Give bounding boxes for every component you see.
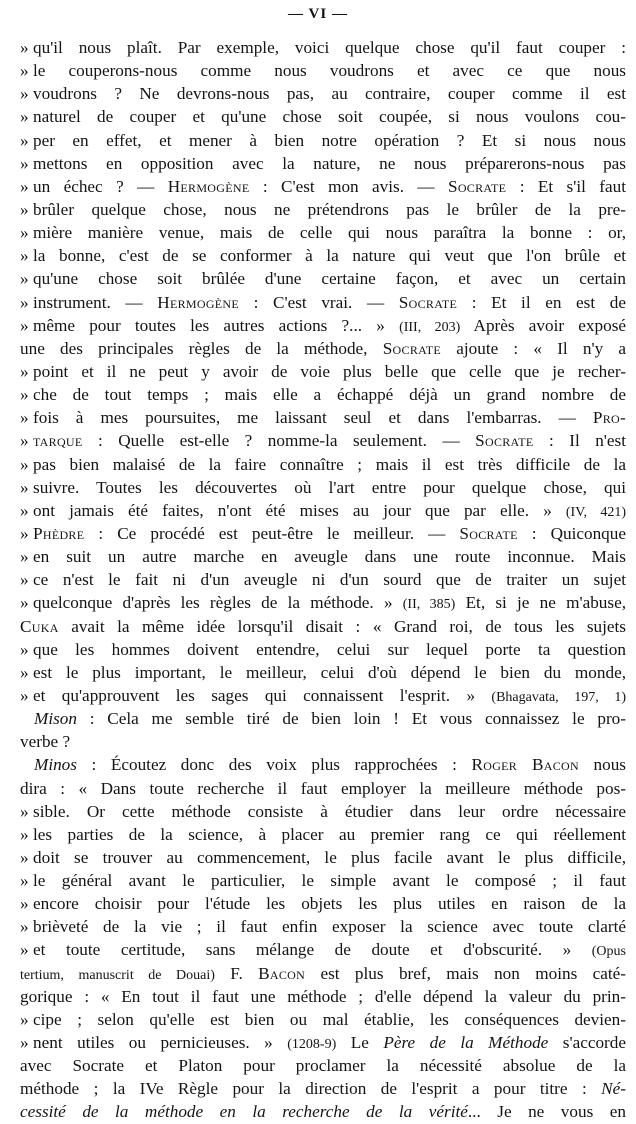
reference: (Bhagavata, 197, 1) bbox=[491, 689, 626, 705]
text-line bbox=[20, 568, 626, 591]
quote-mark: » bbox=[20, 431, 29, 451]
text-line bbox=[20, 129, 626, 152]
quote-mark: » bbox=[20, 130, 29, 150]
quote-mark: » bbox=[20, 269, 29, 289]
quote-mark: » bbox=[20, 523, 29, 543]
text-run: per en effet, et mener à bien notre opération ? Et si nous nous bbox=[33, 130, 626, 150]
text-line bbox=[20, 36, 626, 59]
reference: (II, 385) bbox=[402, 597, 456, 613]
text-line bbox=[20, 915, 626, 938]
text-run: un échec ? — bbox=[33, 176, 168, 196]
text-run: : Il n'est bbox=[533, 431, 626, 451]
quote-mark: » bbox=[20, 570, 29, 590]
quote-mark: » bbox=[20, 223, 29, 243]
text-line bbox=[20, 406, 626, 429]
quote-mark: » bbox=[20, 385, 29, 405]
text-line bbox=[20, 823, 626, 846]
text-run: : Ce procédé est peut-être le meilleur. — bbox=[84, 523, 460, 543]
text-line bbox=[20, 499, 626, 522]
text-run: suivre. Toutes les découvertes où l'art entre pour quelque chose, qui bbox=[33, 477, 626, 497]
quote-mark: » bbox=[20, 315, 29, 335]
quote-mark: » bbox=[20, 84, 29, 104]
speaker-name: Hermogène bbox=[157, 292, 240, 312]
text-run: voudrons ? Ne devrons-nous pas, au contraire, couper comme il est bbox=[33, 84, 626, 104]
quote-mark: » bbox=[20, 477, 29, 497]
text-line bbox=[20, 730, 626, 753]
text-line bbox=[20, 707, 626, 730]
text-line bbox=[20, 105, 626, 128]
text-run: Le bbox=[336, 1033, 384, 1053]
text-run: méthode ; la IVe Règle pour la direction de l'esprit a pour titre : bbox=[20, 1079, 602, 1099]
text-line bbox=[20, 1054, 626, 1077]
text-line bbox=[20, 638, 626, 661]
text-run: une des principales règles de la méthode, bbox=[20, 338, 383, 358]
text-line bbox=[20, 360, 626, 383]
text-run: ... Je ne vous en bbox=[467, 1102, 626, 1122]
text-line bbox=[20, 753, 626, 776]
text-run: brûler quelque chose, nous ne prétendrons pas le brûler de la pre- bbox=[33, 199, 626, 219]
text-run: en suit un autre marche en aveugle dans une route inconnue. Mais bbox=[33, 547, 626, 567]
italic-text: Père de la Méthode bbox=[383, 1033, 549, 1053]
speaker-name: Roger Bacon bbox=[471, 755, 579, 775]
text-line bbox=[20, 661, 626, 684]
speaker-name: Socrate bbox=[398, 292, 458, 312]
text-line bbox=[20, 429, 626, 452]
text-run: instrument. — bbox=[33, 292, 158, 312]
quote-mark: » bbox=[20, 639, 29, 659]
page-text bbox=[20, 36, 626, 1124]
italic-text: Né- bbox=[601, 1079, 626, 1099]
text-run: le général avant le particulier, le simple avant le composé ; il faut bbox=[33, 871, 626, 891]
speaker-name: Socrate bbox=[459, 523, 518, 543]
text-line bbox=[20, 1008, 626, 1031]
text-line bbox=[20, 522, 626, 545]
text-run: qu'il nous plaît. Par exemple, voici quelque chose qu'il faut couper : bbox=[33, 38, 626, 57]
text-run: doit se trouver au commencement, le plus facile avant le plus difficile, bbox=[33, 847, 626, 867]
text-run: : Cela me semble tiré de bien loin ! Et vous connaissez le pro- bbox=[76, 709, 626, 729]
text-line bbox=[20, 221, 626, 244]
text-line bbox=[20, 1100, 626, 1123]
text-line bbox=[20, 337, 626, 360]
quote-mark: » bbox=[20, 153, 29, 173]
text-run: le couperons-nous comme nous voudrons et avec ce que nous bbox=[33, 61, 626, 81]
text-run: est plus bref, mais non moins caté- bbox=[305, 963, 627, 983]
italic-text: cessité de la méthode en la recherche de la vérité bbox=[20, 1102, 468, 1122]
quote-mark: » bbox=[20, 940, 29, 960]
text-line bbox=[20, 800, 626, 823]
speaker-name: tarque bbox=[33, 431, 83, 451]
text-run: ajoute : « Il n'y a bbox=[441, 338, 627, 358]
text-run: s'accorde bbox=[548, 1033, 627, 1053]
text-line bbox=[20, 892, 626, 915]
text-run: gorique : « En tout il faut une méthode ; d'elle dépend la valeur du prin- bbox=[20, 986, 626, 1006]
text-run: : Et il en est de bbox=[457, 292, 626, 312]
reference: (1208-9) bbox=[287, 1037, 337, 1053]
quote-mark: » bbox=[20, 176, 29, 196]
page-number: — VI — bbox=[288, 6, 348, 22]
text-run: : Et s'il faut bbox=[506, 176, 627, 196]
speaker-name: Socrate bbox=[475, 431, 534, 451]
text-line bbox=[20, 615, 626, 638]
speaker-name: Socrate bbox=[382, 338, 442, 358]
quote-mark: » bbox=[20, 38, 29, 57]
speaker-name: Pro- bbox=[592, 408, 626, 428]
quote-mark: » bbox=[20, 847, 29, 867]
text-run: Et, si je ne m'abuse, bbox=[455, 593, 626, 613]
quote-mark: » bbox=[20, 685, 29, 705]
quote-mark: » bbox=[20, 408, 29, 428]
quote-mark: » bbox=[20, 61, 29, 81]
text-line bbox=[20, 1077, 626, 1100]
text-run: brièveté de la vie ; il faut enfin exposer la science avec toute clarté bbox=[33, 917, 626, 937]
text-line bbox=[20, 962, 626, 985]
speaker-name: Bacon bbox=[258, 963, 306, 983]
text-run: mettons en opposition avec la nature, ne nous préparerons-nous pas bbox=[33, 153, 626, 173]
text-run: pas bien malaisé de la faire connaître ; mais il est très difficile de la bbox=[33, 454, 626, 474]
quote-mark: » bbox=[20, 801, 29, 821]
text-run: : C'est vrai. — bbox=[239, 292, 399, 312]
text-line bbox=[20, 591, 626, 614]
quote-mark: » bbox=[20, 361, 29, 381]
text-line bbox=[20, 152, 626, 175]
text-line bbox=[20, 545, 626, 568]
text-line bbox=[20, 198, 626, 221]
text-run: qu'une chose soit brûlée d'une certaine façon, et avec un certain bbox=[33, 269, 626, 289]
text-run: la bonne, c'est de se conformer à la nature qui veut que l'on brûle et bbox=[33, 246, 626, 266]
quote-mark: » bbox=[20, 917, 29, 937]
text-line bbox=[20, 1031, 626, 1054]
text-run: ce n'est le fait ni d'un aveugle ni d'un sourd que de traiter un sujet bbox=[33, 570, 626, 590]
text-run: encore choisir pour l'étude les objets les plus utiles en raison de la bbox=[33, 894, 626, 914]
text-run: quelconque d'après les règles de la méthode. » bbox=[33, 593, 403, 613]
speaker-name: Hermogène bbox=[167, 176, 250, 196]
text-line bbox=[20, 59, 626, 82]
text-run: avec Socrate et Platon pour proclamer la nécessité absolue de la bbox=[20, 1056, 626, 1076]
text-line bbox=[20, 82, 626, 105]
text-run: mière manière venue, mais de celle qui nous paraîtra la bonne : or, bbox=[33, 223, 626, 243]
text-run: ont jamais été faites, n'ont été mises au jour que par elle. » bbox=[33, 500, 566, 520]
quote-mark: » bbox=[20, 593, 29, 613]
text-run: et toute certitude, sans mélange de doute et d'obscurité. » bbox=[33, 940, 592, 960]
text-run: : Écoutez donc des voix plus rapprochées : bbox=[76, 755, 472, 775]
speaker-name: Socrate bbox=[447, 176, 507, 196]
text-line bbox=[20, 314, 626, 337]
text-line bbox=[20, 453, 626, 476]
text-run: les parties de la science, à placer au premier rang ce qui réellement bbox=[33, 824, 626, 844]
text-run: est le plus important, le meilleur, celui d'où dépend le bien du monde, bbox=[33, 662, 626, 682]
italic-text: Minos bbox=[34, 755, 77, 775]
quote-mark: » bbox=[20, 824, 29, 844]
text-line bbox=[20, 175, 626, 198]
text-line bbox=[20, 846, 626, 869]
text-run: che de tout temps ; mais elle a échappé déjà un grand nombre de bbox=[33, 385, 626, 405]
italic-text: Mison bbox=[34, 709, 77, 729]
reference: tertium, manuscrit de Douai) bbox=[20, 967, 215, 983]
quote-mark: » bbox=[20, 662, 29, 682]
quote-mark: » bbox=[20, 871, 29, 891]
text-run: cipe ; selon qu'elle est bien ou mal établie, les conséquences devien- bbox=[33, 1009, 626, 1029]
text-run: : Quelle est-elle ? nomme-la seulement. — bbox=[82, 431, 476, 451]
text-run: avait la même idée lorsqu'il disait : « Grand roi, de tous les sujets bbox=[58, 616, 626, 636]
text-run: même pour toutes les autres actions ?... » bbox=[33, 315, 400, 335]
text-run: : C'est mon avis. — bbox=[249, 176, 448, 196]
text-run: fois à mes poursuites, me laissant seul et dans l'embarras. — bbox=[33, 408, 593, 428]
text-line bbox=[20, 938, 626, 961]
text-line bbox=[20, 985, 626, 1008]
quote-mark: » bbox=[20, 199, 29, 219]
quote-mark: » bbox=[20, 547, 29, 567]
text-run: dira : « Dans toute recherche il faut employer la meilleure méthode pos- bbox=[20, 778, 626, 798]
text-run: sible. Or cette méthode consiste à étudier dans leur ordre nécessaire bbox=[33, 801, 626, 821]
quote-mark: » bbox=[20, 1009, 29, 1029]
reference: (Opus bbox=[591, 944, 626, 960]
quote-mark: » bbox=[20, 894, 29, 914]
text-run: nous bbox=[578, 755, 626, 775]
text-line bbox=[20, 267, 626, 290]
quote-mark: » bbox=[20, 107, 29, 127]
reference: (IV, 421) bbox=[565, 504, 626, 520]
text-run: : Quiconque bbox=[517, 523, 626, 543]
quote-mark: » bbox=[20, 246, 29, 266]
quote-mark: » bbox=[20, 454, 29, 474]
text-line bbox=[20, 684, 626, 707]
text-run: et qu'approuvent les sages qui connaissent l'esprit. » bbox=[33, 685, 492, 705]
speaker-name: Phèdre bbox=[33, 523, 85, 543]
text-run: naturel de couper et qu'une chose soit coupée, si nous voulons cou- bbox=[33, 107, 626, 127]
quote-mark: » bbox=[20, 292, 29, 312]
text-run: que les hommes doivent entendre, celui sur lequel porte ta question bbox=[33, 639, 626, 659]
text-line bbox=[20, 244, 626, 267]
text-line bbox=[20, 291, 626, 314]
quote-mark: » bbox=[20, 500, 29, 520]
text-run: Après avoir exposé bbox=[460, 315, 627, 335]
text-line bbox=[20, 383, 626, 406]
quote-mark: » bbox=[20, 1033, 29, 1053]
speaker-name: Cuka bbox=[20, 616, 59, 636]
text-run: nent utiles ou pernicieuses. » bbox=[33, 1033, 288, 1053]
reference: (III, 203) bbox=[399, 319, 461, 335]
text-line bbox=[20, 869, 626, 892]
text-run: verbe ? bbox=[20, 732, 71, 752]
text-line bbox=[20, 777, 626, 800]
text-run: point et il ne peut y avoir de voie plus belle que celle que je recher- bbox=[33, 361, 626, 381]
text-run: F. bbox=[214, 963, 259, 983]
text-line bbox=[20, 476, 626, 499]
